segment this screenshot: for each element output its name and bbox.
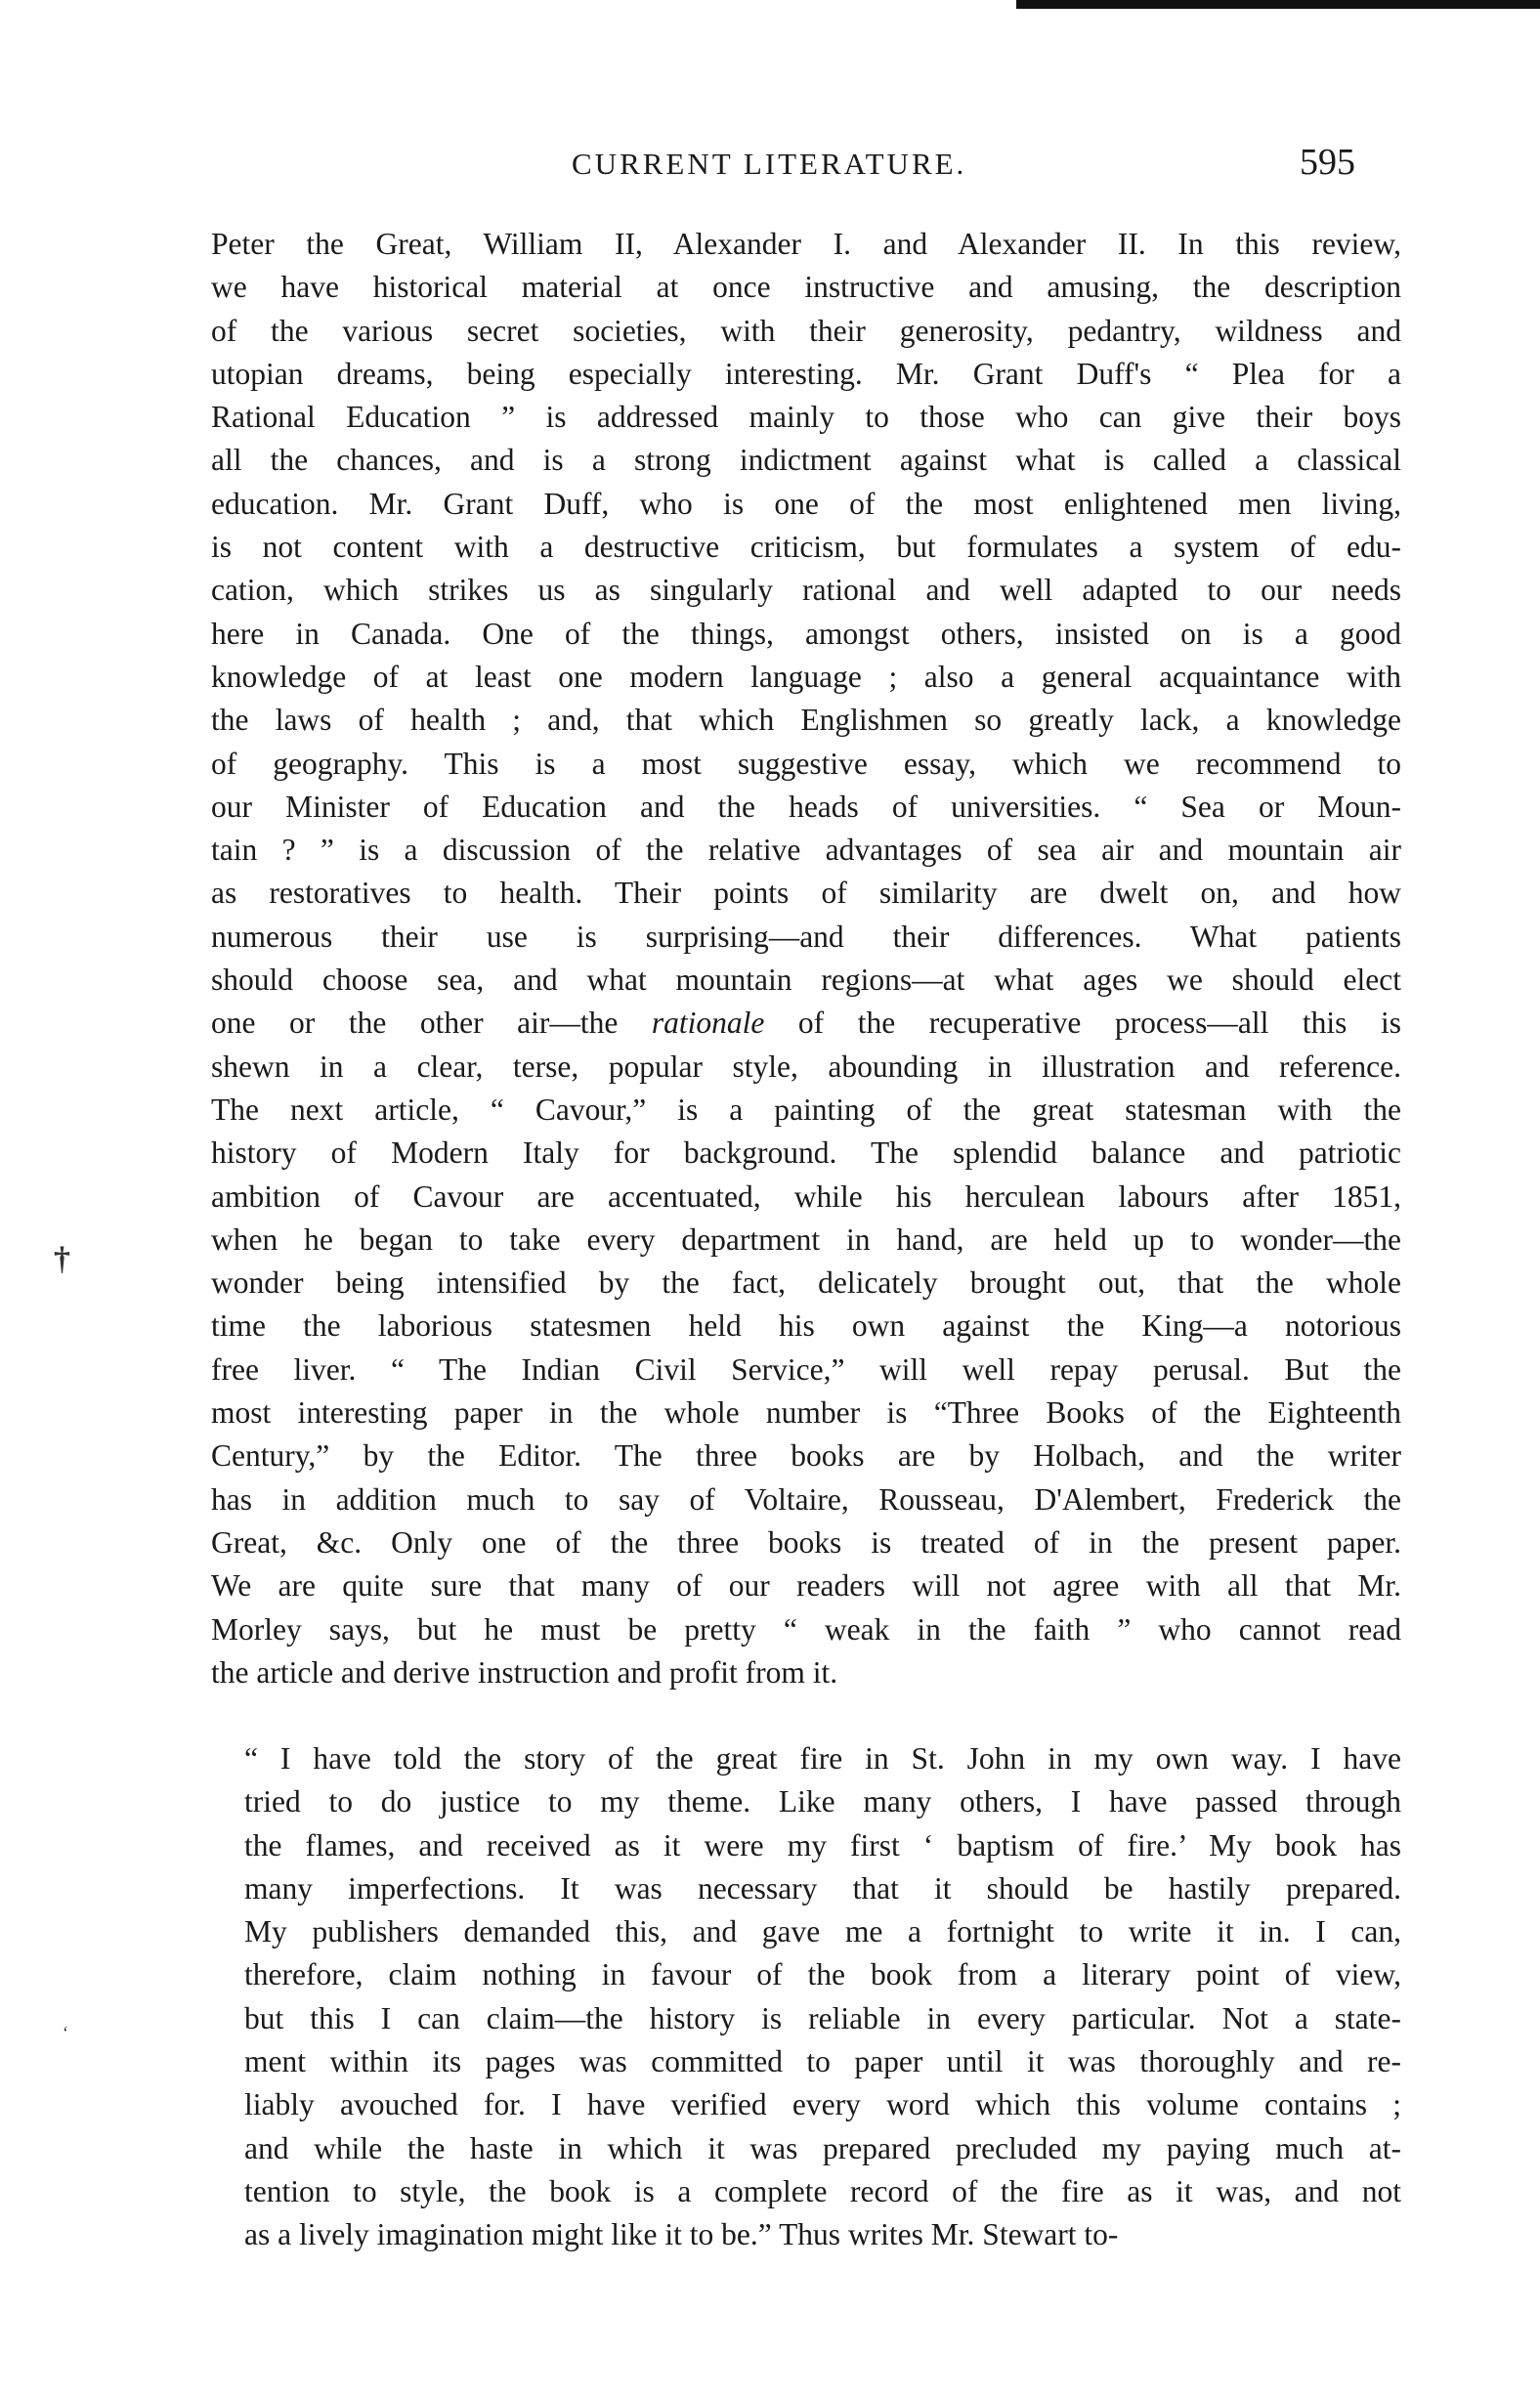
text-line: and while the haste in which it was prepared precluded my paying much at-	[244, 2130, 1401, 2165]
text-line: when he began to take every department in hand, are held up to wonder—the	[211, 1221, 1401, 1257]
text-line: but this I can claim—the history is reliable in every particular. Not a state-	[244, 2000, 1401, 2035]
text-line: Peter the Great, William II, Alexander I. and Alexander II. In this review,	[211, 227, 1401, 261]
text-line: we have historical material at once instructive and amusing, the description	[211, 270, 1401, 305]
text-line: tried to do justice to my theme. Like many others, I have passed through	[244, 1784, 1401, 1820]
text-line: our Minister of Education and the heads of universities. “ Sea or Moun-	[211, 789, 1401, 824]
running-title: CURRENT LITERATURE.	[572, 147, 967, 181]
text-line: many imperfections. It was necessary that it should be hastily prepared.	[244, 1870, 1401, 1906]
text-line: tention to style, the book is a complete record of the fire as it was, and not	[244, 2173, 1401, 2208]
text-line: history of Modern Italy for background. The splendid balance and patriotic	[211, 1135, 1401, 1171]
text-line: education. Mr. Grant Duff, who is one of the most enlightened men living,	[211, 486, 1401, 521]
text-line: free liver. “ The Indian Civil Service,” will well repay perusal. But the	[211, 1351, 1401, 1387]
top-border-rule	[1016, 0, 1540, 9]
text-line: should choose sea, and what mountain regions—at what ages we should elect	[211, 963, 1401, 998]
text-line: all the chances, and is a strong indictment against what is called a classical	[211, 443, 1401, 478]
text-line: the flames, and received as it were my first ‘ baptism of fire.’ My book has	[244, 1827, 1401, 1863]
text-line: “ I have told the story of the great fire in St. John in my own way. I have	[244, 1741, 1401, 1776]
text-line: wonder being intensified by the fact, delicately brought out, that the whole	[211, 1265, 1401, 1301]
text-line: has in addition much to say of Voltaire, Rousseau, D'Alembert, Frederick the	[211, 1481, 1401, 1517]
text-line: Great, &c. Only one of the three books is treated of in the present paper.	[211, 1524, 1401, 1560]
text-line: cation, which strikes us as singularly rational and well adapted to our needs	[211, 573, 1401, 608]
margin-mark: †	[54, 1241, 70, 1277]
text-line: liably avouched for. I have verified every word which this volume contains ;	[244, 2087, 1401, 2122]
text-line: most interesting paper in the whole number is “Three Books of the Eighteenth	[211, 1395, 1401, 1431]
page-number: 595	[1300, 142, 1355, 183]
text-line: as a lively imagination might like it to be.” Thus writes Mr. Stewart to-	[244, 2217, 1119, 2252]
paragraph-review	[211, 223, 1401, 1694]
margin-mark: ‘	[63, 2023, 68, 2042]
text-line: time the laborious statesmen held his own against the King—a notorious	[211, 1308, 1401, 1344]
text-line: shewn in a clear, terse, popular style, abounding in illustration and reference.	[211, 1049, 1401, 1084]
text-line: therefore, claim nothing in favour of the book from a literary point of view,	[244, 1957, 1401, 1992]
text-line: My publishers demanded this, and gave me a fortnight to write it in. I can,	[244, 1914, 1401, 1949]
text-line: here in Canada. One of the things, amongst others, insisted on is a good	[211, 616, 1401, 651]
text-line: Century,” by the Editor. The three books are by Holbach, and the writer	[211, 1438, 1401, 1474]
text-line: ambition of Cavour are accentuated, while his herculean labours after 1851,	[211, 1178, 1401, 1214]
text-line: ment within its pages was committed to paper until it was thoroughly and re-	[244, 2044, 1401, 2079]
text-line: utopian dreams, being especially interesting. Mr. Grant Duff's “ Plea for a	[211, 356, 1401, 391]
text-line: the article and derive instruction and profit from it.	[211, 1654, 838, 1690]
text-line: one or the other air—the rationale of the recuperative process—all this is	[211, 1006, 1401, 1041]
text-line: tain ? ” is a discussion of the relative advantages of sea air and mountain air	[211, 833, 1401, 868]
text-line: numerous their use is surprising—and their differences. What patients	[211, 919, 1401, 954]
text-line: as restoratives to health. Their points of similarity are dwelt on, and how	[211, 876, 1401, 911]
text-line: is not content with a destructive criticism, but formulates a system of edu-	[211, 530, 1401, 565]
text-line: of geography. This is a most suggestive essay, which we recommend to	[211, 746, 1401, 781]
running-header	[0, 142, 1540, 195]
text-line: of the various secret societies, with their generosity, pedantry, wildness and	[211, 313, 1401, 348]
text-line: Morley says, but he must be pretty “ weak in the faith ” who cannot read	[211, 1611, 1401, 1647]
text-line: We are quite sure that many of our readers will not agree with all that Mr.	[211, 1568, 1401, 1604]
text-line: Rational Education ” is addressed mainly to those who can give their boys	[211, 400, 1401, 435]
text-line: The next article, “ Cavour,” is a painting of the great statesman with the	[211, 1092, 1401, 1127]
paragraph-quotation	[211, 1737, 1401, 2257]
text-line: knowledge of at least one modern language ; also a general acquaintance with	[211, 659, 1401, 694]
text-line: the laws of health ; and, that which Englishmen so greatly lack, a knowledge	[211, 703, 1401, 738]
